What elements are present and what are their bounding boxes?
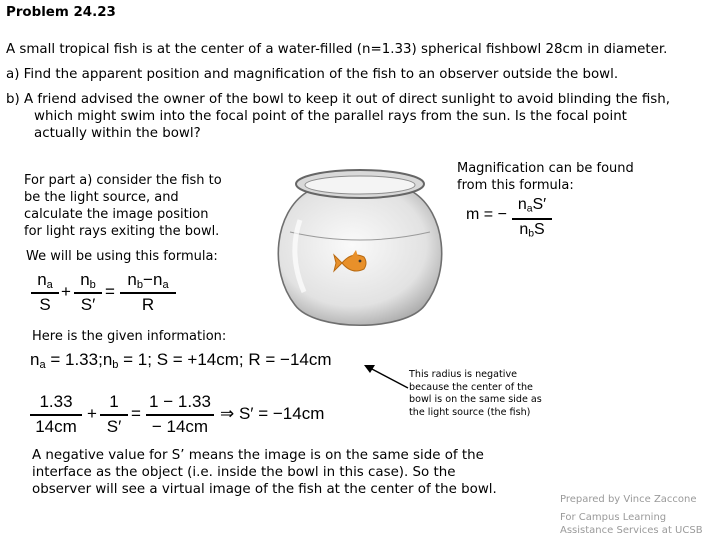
mag-numerator: $n_aS'$ — [517, 196, 547, 215]
arrow-icon — [360, 362, 412, 392]
page-title: Problem 24.23 — [6, 5, 116, 20]
calc-term3-denominator: − 14cm — [151, 417, 209, 436]
calc-term2-numerator: 1 — [109, 392, 119, 411]
calc-equals: = — [131, 404, 141, 423]
term1-bar — [31, 292, 59, 294]
calc-term1-numerator: 1.33 — [39, 392, 73, 411]
plus-sign: + — [61, 282, 71, 301]
calc-term1-denominator: 14cm — [35, 417, 77, 436]
mag-fraction-bar — [512, 218, 552, 220]
credit-line: Assistance Services at UCSB — [560, 525, 703, 536]
radius-note-line: the light source (the fish) — [409, 406, 531, 418]
problem-part-b-line1: b) A friend advised the owner of the bowl to keep it out of direct sunlight to avoid blinding the fish, — [6, 92, 671, 107]
conclusion-line: interface as the object (i.e. inside the bowl in this case). So the — [32, 465, 456, 480]
hint-right-line: Magnification can be found — [457, 161, 634, 176]
problem-intro: A small tropical fish is at the center of a water-filled (n=1.33) spherical fishbowl 28cm in diameter. — [6, 42, 668, 57]
term1-denominator: S — [39, 295, 51, 314]
fishbowl-illustration — [270, 160, 450, 340]
radius-note-line: This radius is negative — [409, 369, 518, 380]
hint-left-line: be the light source, and — [24, 190, 179, 205]
term3-denominator: R — [141, 295, 155, 314]
radius-note-line: because the center of the — [409, 381, 533, 393]
calc-term3-bar — [146, 414, 214, 416]
given-values: $n_a$ = $1.33;n_b = 1$; S = +14cm; R = −14cm — [30, 350, 332, 371]
term2-bar — [74, 292, 102, 294]
hint-left-line: For part a) consider the fish to — [24, 173, 222, 188]
term3-numerator: $n_b-n_a$ — [127, 270, 169, 291]
calc-term1-bar — [30, 414, 82, 416]
problem-part-a: a) Find the apparent position and magnification of the fish to an observer outside the bowl. — [6, 67, 619, 82]
calc-term2-bar — [100, 414, 128, 416]
calc-term2-denominator: S′ — [106, 417, 122, 436]
term1-numerator: $n_a$ — [37, 270, 53, 291]
hint-left-line: for light rays exiting the bowl. — [24, 224, 220, 239]
conclusion-line: A negative value for S’ means the image is on the same side of the — [32, 448, 484, 463]
mag-lhs: m = − — [466, 206, 507, 223]
mag-denominator: $n_bS$ — [519, 221, 545, 240]
term2-numerator: $n_b$ — [80, 270, 96, 291]
term3-bar — [120, 292, 176, 294]
equals-sign: = — [105, 282, 115, 301]
calc-term3-numerator: 1 − 1.33 — [149, 392, 211, 411]
conclusion-line: observer will see a virtual image of the fish at the center of the bowl. — [32, 482, 497, 497]
credit-line: Prepared by Vince Zaccone — [560, 494, 697, 505]
hint-right-line: from this formula: — [457, 178, 574, 193]
calc-result: ⇒ S′ = −14cm — [220, 404, 325, 423]
problem-part-b-line2: which might swim into the focal point of the parallel rays from the sun. Is the focal point — [34, 109, 627, 124]
term2-denominator: S′ — [80, 295, 96, 314]
calc-plus: + — [87, 404, 97, 423]
formula-label: We will be using this formula: — [26, 249, 218, 264]
radius-note-line: bowl is on the same side as — [409, 394, 542, 405]
given-label: Here is the given information: — [32, 329, 227, 344]
hint-left-line: calculate the image position — [24, 207, 209, 222]
problem-part-b-line3: actually within the bowl? — [34, 126, 201, 141]
credit-line: For Campus Learning — [560, 512, 667, 523]
